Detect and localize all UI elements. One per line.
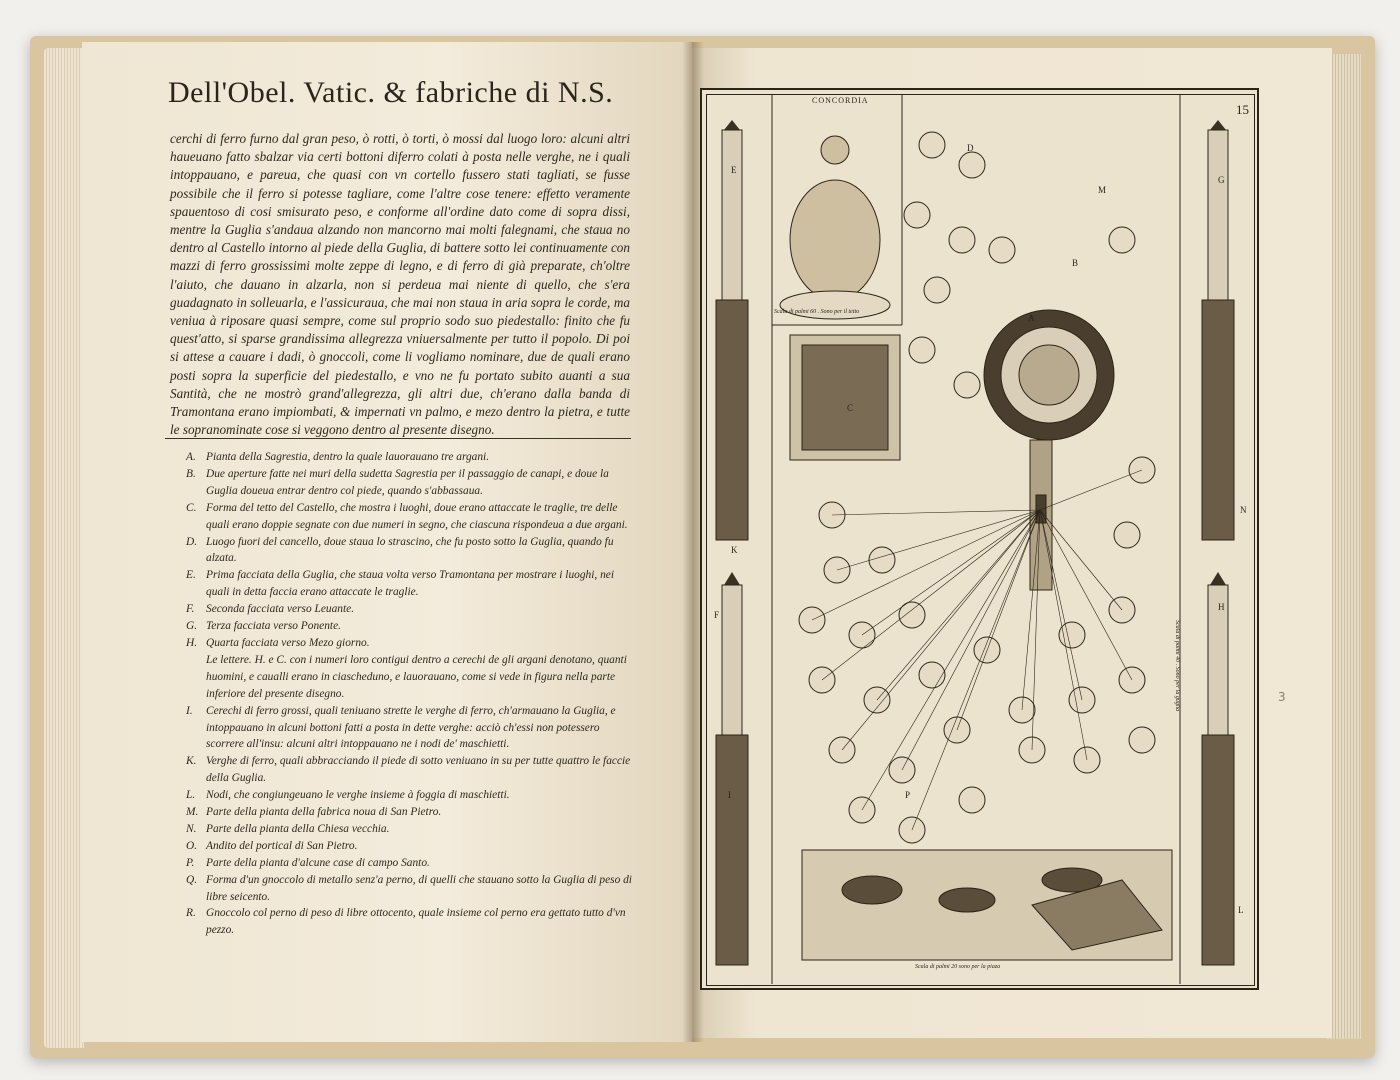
- legend-key: N.: [186, 822, 197, 835]
- legend-text: Pianta della Sagrestia, dentro la quale lauorauano tre argani.: [206, 451, 490, 463]
- legend-key: K.: [186, 755, 197, 768]
- legend-key: G.: [186, 620, 198, 633]
- plate-letter-k: K: [731, 545, 738, 555]
- concordia-label: CONCORDIA: [812, 96, 869, 105]
- plate-letter-a: A: [1028, 313, 1035, 323]
- workers-scene: [802, 850, 1172, 960]
- legend-key: D.: [186, 535, 198, 548]
- legend-key: B.: [186, 467, 196, 480]
- divider-rule: [165, 438, 631, 439]
- page-number: 15: [1236, 102, 1249, 117]
- scale-label-piazza: Scala di palmi 20 sono per la piaza: [915, 964, 1001, 970]
- plate-letter-i: I: [728, 790, 731, 800]
- legend-key: L.: [186, 789, 196, 802]
- legend-text: Seconda facciata verso Leuante.: [206, 603, 355, 616]
- plate-letter-b: B: [1072, 258, 1079, 268]
- legend-text: Due aperture fatte nei muri della sudetta Sagrestia per il passaggio de canapi, e doue la Guglia doueua entrar dentro col piede, quando s'abbassaua.: [206, 467, 609, 497]
- legend-text: Le lettere. H. e C. con i numeri loro contigui dentro a cerechi de gli argani denotano, quanti huomini, e caualli erano in ciascheduno, e lauorauano, come si vede in figura nella parte inferiore del presente disegno.: [206, 653, 627, 700]
- legend-text: Andito del portical di San Pietro.: [206, 839, 358, 852]
- legend-key: M.: [186, 806, 199, 819]
- obelisk-left-bottom: [716, 572, 748, 965]
- plate-letter-l: L: [1238, 905, 1244, 915]
- legend-text: Parte della pianta d'alcune case di campo Santo.: [206, 856, 430, 869]
- plate-letter-n: N: [1240, 505, 1247, 515]
- plate-letter-g: G: [1218, 175, 1225, 185]
- legend-key: P.: [186, 856, 195, 869]
- legend-item: [186, 753, 632, 787]
- legend-key: R.: [186, 907, 196, 920]
- plate-letter-f: F: [714, 610, 720, 620]
- engraved-plate: [700, 88, 1259, 990]
- legend-text: Forma d'un gnoccolo di metallo senz'a perno, di quelli che stauano sotto la Guglia di peso di libre seicento.: [206, 873, 632, 903]
- plate-letter-d: D: [967, 143, 974, 153]
- legend-item: [186, 872, 632, 906]
- legend-text: Verghe di ferro, quali abbracciando il piede di sotto veniuano in su per tutte quattro le faccie della Guglia.: [206, 755, 631, 785]
- legend-key: A.: [186, 451, 196, 463]
- legend-item: [186, 601, 632, 618]
- legend-text: Luogo fuori del cancello, doue staua lo strascino, che fu posto sotto la Guglia, quando fu alzata.: [206, 535, 614, 565]
- legend-text: Parte della pianta della fabrica noua di San Pietro.: [206, 806, 442, 819]
- sacristy-plan: [984, 310, 1114, 440]
- legend-item: [186, 567, 632, 601]
- legend-item: [186, 787, 632, 804]
- roof-plan: [790, 335, 900, 460]
- legend-text: Gnoccolo col perno di peso di libre ottocento, quale insieme col perno era gettato tutto d'vn pezzo.: [206, 907, 626, 937]
- legend-item: [186, 534, 632, 568]
- legend-item: [186, 449, 632, 466]
- legend-key: C.: [186, 501, 197, 514]
- obelisk-left-top: [716, 120, 748, 540]
- legend-text: Nodi, che congiungeuano le verghe insieme à foggia di maschietti.: [206, 789, 510, 802]
- page-edges-right: [1327, 54, 1361, 1039]
- paragraph-text: cerchi di ferro furno dal gran peso, ò rotti, ò torti, ò mossi dal luogo loro: alcuni altri haueuano fatto sbalzar via certi bottoni diferro colati à posta nelle verghe, ne i quali intoppauano, e pareua, che quasi con vn cortello fussero stati tagliati, se fusse possibile che il ferro si potesse tagliare, come l'altre cose tenere: effetto veramente spauentoso di cosi smisurato peso, e conforme all'ordine dato come di sopra dissi, mentre la Guglia s'andaua alzando non mancorno mai molti falegnami, che staua no dentro al Castello intorno al piede della Guglia, di battere sotto lei continuamente con mazzi di ferro grossissimi molte zeppe di legno, e di ferro di già preparate, ch'oltre l'aiuto, che dauano in alzarla, non si perdeua mai niente di quello, che s'era guadagnato in solleuarla, e l'assicuraua, che mai non staua in aria sopra le corde, ma veniua à riposare quasi sempre, come sul proprio sodo suo piedestallo: finito che fu quest'atto, si sparse grandissima allegrezza vniuersalmente per tutto il popolo. Di poi si attese a cauare i dadi, ò gnoccoli, come li vogliamo nominare, due de quali erano posti sopra la superficie del piedestallo, e vno ne fu portato subito auanti a sua Santità, che ne mostrò grand'allegrezza, gli altri due, ch'erano dalla banda di Tramontana erano impiombati, & impernati vn palmo, e mezo dentro la pietra, e tutte le sopranominate cose si veggono dentro al presente disegno.: [170, 131, 630, 438]
- legend-key: O.: [186, 839, 198, 852]
- legend-item: [186, 652, 632, 703]
- plate-letter-p: P: [905, 790, 911, 800]
- running-head: Dell'Obel. Vatic. & fabriche di N.S.: [168, 76, 614, 109]
- plate-letter-c: C: [847, 403, 854, 413]
- legend-item: [186, 905, 632, 939]
- body-paragraph: [170, 130, 630, 439]
- legend-item: [186, 703, 632, 754]
- legend-text: Terza facciata verso Ponente.: [206, 620, 341, 633]
- scale-label-obelisk: Scala di palmi 40 . Sono per la guglia: [1174, 620, 1180, 712]
- legend-key: [186, 652, 206, 703]
- legend-text: Forma del tetto del Castello, che mostra i luoghi, doue erano attaccate le traglie, tre delle quali erano doppie segnate con due numeri in segno, che ciascuna rispondeua a due argani.: [206, 501, 628, 531]
- plate-letter-h: H: [1218, 602, 1225, 612]
- legend-item: [186, 804, 632, 821]
- legend-key: H.: [186, 636, 198, 649]
- legend-key: E.: [186, 569, 196, 582]
- legend-item: [186, 838, 632, 855]
- legend-item: [186, 466, 632, 500]
- legend-text: Quarta facciata verso Mezo giorno.: [206, 636, 370, 649]
- legend-item: [186, 855, 632, 872]
- legend-text: Cerechi di ferro grossi, quali teniuano strette le verghe di ferro, ch'armauano la Guglia, e intoppauano in alcuni bottoni fatti a posta in dette verghe: acciò ch'essi non potessero scorrere all'insu: alcuni altri intoppauano ne i nodi de' maschietti.: [206, 704, 616, 751]
- plate-letter-m: M: [1098, 185, 1107, 195]
- legend-key: F.: [186, 603, 195, 616]
- obelisk-right-bottom: [1202, 572, 1234, 965]
- legend-item: [186, 500, 632, 534]
- legend-text: Prima facciata della Guglia, che staua volta verso Tramontana per mostrare i luoghi, nei quali in detta faccia erano attaccate le traglie.: [206, 569, 615, 599]
- legend-key: Q.: [186, 873, 198, 886]
- legend-item: [186, 635, 632, 652]
- legend-item: [186, 821, 632, 838]
- scale-label-roof: Scala di palmi 60 . Sono per il tetto: [774, 309, 860, 315]
- legend-key: I.: [186, 704, 193, 717]
- legend-list: [186, 449, 632, 939]
- plate-letter-e: E: [731, 165, 737, 175]
- legend-item: [186, 618, 632, 635]
- page-edges-left: [44, 48, 84, 1048]
- plate-engraving: [702, 90, 1257, 988]
- concordia-figure: [780, 136, 890, 319]
- pencil-annotation: 3: [1278, 690, 1286, 704]
- legend-text: Parte della pianta della Chiesa vecchia.: [206, 822, 390, 835]
